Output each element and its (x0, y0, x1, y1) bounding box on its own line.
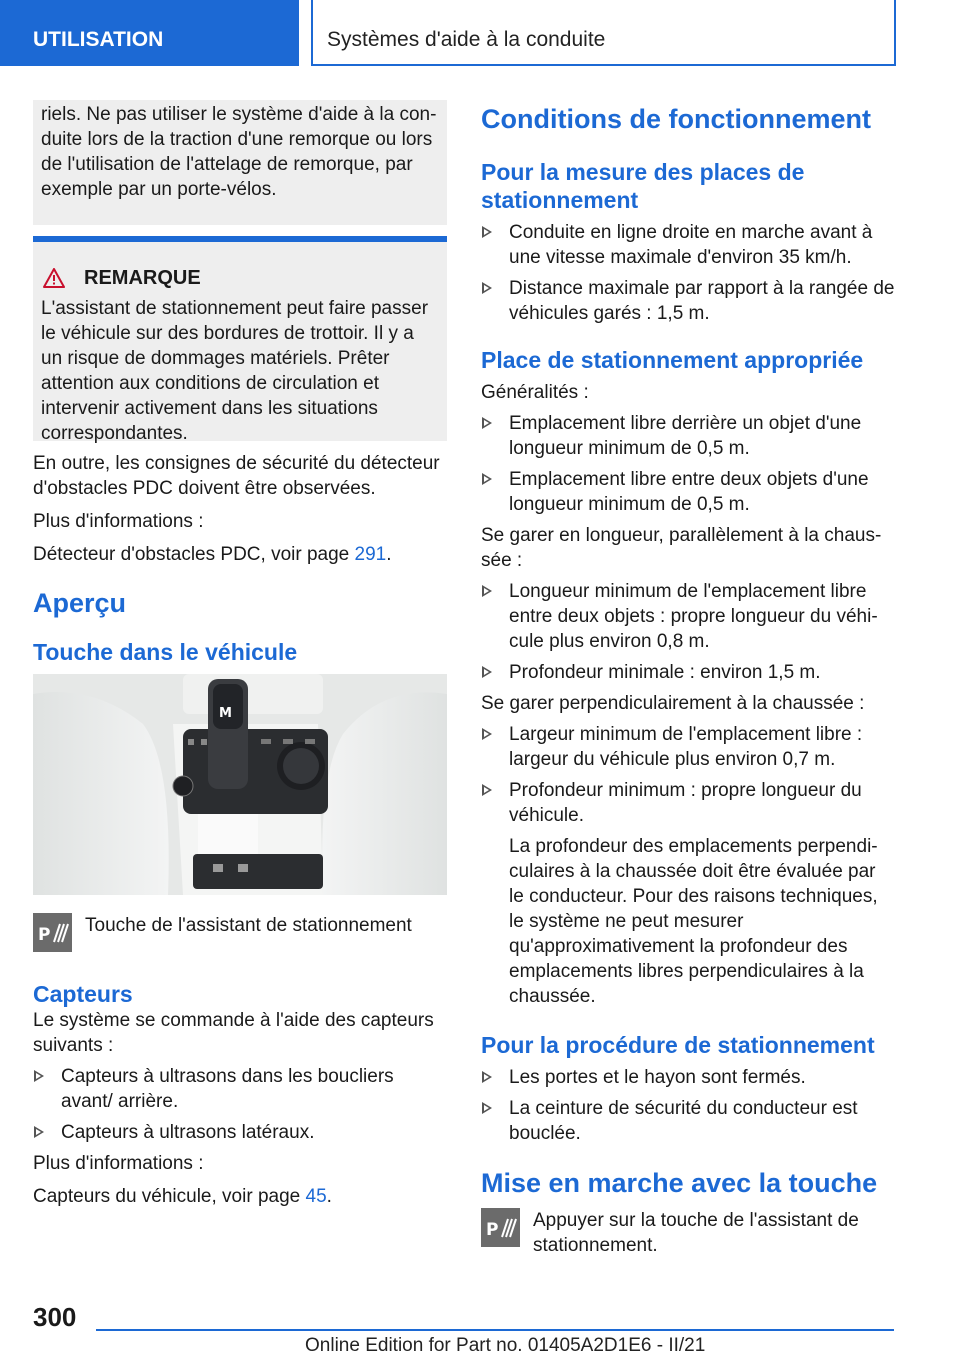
bullet-triangle-icon (34, 1070, 44, 1082)
parking-assistant-icon (481, 1208, 520, 1247)
longueur-intro: Se garer en longueur, parallèlement à la chaussée : (481, 525, 882, 571)
list-item: Profondeur minimum : propre longueur du véhicule. (481, 778, 895, 828)
bullet-triangle-icon (482, 784, 492, 796)
warning-continuation-text: riels. Ne pas utiliser le système d'aide à la conduite lors de la traction d'une remorque ou lors de l'utilisation de l'attelage de remorque, par exemple par un porte-vélos. (41, 104, 437, 200)
mesure-list (481, 220, 895, 326)
page-link-291[interactable]: 291 (354, 544, 387, 565)
list-item: Capteurs à ultrasons dans les boucliers avant/ arrière. (33, 1064, 447, 1114)
bullet-triangle-icon (482, 282, 492, 294)
heading-mise: Mise en marche avec la touche (481, 1168, 878, 1198)
capteurs-reference-end: . (326, 1186, 332, 1207)
image-caption: Touche de l'assistant de stationnement (85, 915, 412, 936)
perp-intro: Se garer perpendiculairement à la chaussée : (481, 693, 865, 714)
capteurs-intro: Le système se commande à l'aide des capteurs suivants : (33, 1010, 434, 1056)
bullet-triangle-icon (482, 728, 492, 740)
bullet-triangle-icon (482, 473, 492, 485)
generalites-list (481, 411, 895, 517)
heading-conditions: Conditions de fonctionnement (481, 104, 871, 134)
section-title: UTILISATION (33, 28, 164, 51)
parking-assistant-caption (33, 913, 447, 952)
pdc-safety-text: En outre, les consignes de sécurité du détecteur d'obstacles PDC doivent être observées. (33, 453, 440, 499)
pdc-reference-text: Détecteur d'obstacles PDC, voir page (33, 544, 355, 565)
list-item: Emplacement libre entre deux objets d'une longueur minimum de 0,5 m. (481, 467, 895, 517)
right-column (481, 100, 895, 1258)
bullet-triangle-icon (482, 417, 492, 429)
heading-mesure: Pour la mesure des places de stationnement (481, 159, 805, 213)
bullet-triangle-icon (482, 1071, 492, 1083)
note-title: REMARQUE (84, 267, 201, 289)
pdc-reference (33, 542, 447, 567)
bullet-triangle-icon (482, 585, 492, 597)
bullet-triangle-icon (482, 226, 492, 238)
page-number: 300 (33, 1302, 77, 1332)
chapter-title: Systèmes d'aide à la conduite (327, 28, 606, 51)
warning-triangle-icon (43, 268, 65, 288)
section-tab (0, 0, 299, 66)
list-item: Largeur minimum de l'emplacement libre : largeur du véhicule plus environ 0,7 m. (481, 722, 895, 772)
more-info-label: Plus d'informations : (33, 511, 204, 532)
capteurs-reference (33, 1184, 447, 1209)
heading-touche: Touche dans le véhicule (33, 639, 298, 665)
list-item: Les portes et le hayon sont fermés. (481, 1065, 895, 1090)
center-console-image (33, 674, 447, 895)
pdc-reference-end: . (386, 544, 392, 565)
footer-divider (96, 1329, 894, 1331)
bullet-triangle-icon (482, 666, 492, 678)
list-item: Emplacement libre derrière un objet d'une longueur minimum de 0,5 m. (481, 411, 895, 461)
heading-procedure: Pour la procédure de stationnement (481, 1032, 875, 1058)
capteurs-list (33, 1064, 447, 1145)
list-item: Longueur minimum de l'emplacement libre entre deux objets : propre longueur du véhicule plus environ 0,8 m. (481, 579, 895, 654)
bullet-triangle-icon (482, 1102, 492, 1114)
note-box (33, 236, 447, 444)
generalites-label: Généralités : (481, 382, 589, 403)
heading-place: Place de stationnement appropriée (481, 347, 864, 373)
perp-list (481, 722, 895, 828)
heading-capteurs: Capteurs (33, 981, 133, 1007)
bullet-triangle-icon (34, 1126, 44, 1138)
procedure-list (481, 1065, 895, 1146)
continued-warning-box (33, 100, 447, 225)
page-link-45[interactable]: 45 (305, 1186, 327, 1207)
list-item: Capteurs à ultrasons latéraux. (33, 1120, 447, 1145)
mise-en-marche (481, 1208, 895, 1258)
perp-note: La profondeur des emplacements perpendiculaires à la chaussée doit être évaluée par le conducteur. Pour des raisons techniques, le système ne peut mesurer qu'approximativement la profondeur des emplacements libres perpendiculaires à la chaussée. (509, 836, 878, 1007)
list-item: Profondeur minimale : environ 1,5 m. (481, 660, 895, 685)
list-item: Conduite en ligne droite en marche avant à une vitesse maximale d'environ 35 km/h. (481, 220, 895, 270)
center-console-illustration (33, 674, 447, 895)
svg-text:P: P (486, 1220, 499, 1240)
left-column (33, 100, 447, 1209)
note-text: L'assistant de stationnement peut faire passer le véhicule sur des bordures de trottoir. Il y a un risque de dommages matériels. Prêter attention aux conditions de circulation et intervenir activement dans les situations correspondantes. (41, 298, 429, 444)
chapter-header (311, 0, 896, 66)
list-item: La ceinture de sécurité du conducteur est bouclée. (481, 1096, 895, 1146)
list-item: Distance maximale par rapport à la rangée de véhicules garés : 1,5 m. (481, 276, 895, 326)
note-heading (43, 264, 439, 292)
capteurs-reference-text: Capteurs du véhicule, voir page (33, 1186, 306, 1207)
heading-apercu: Aperçu (33, 588, 127, 618)
m-logo: M (219, 706, 232, 721)
footer-edition: Online Edition for Part no. 01405A2D1E6 - II/21 (305, 1335, 706, 1356)
mise-text: Appuyer sur la touche de l'assistant de stationnement. (533, 1210, 859, 1256)
longueur-list (481, 579, 895, 685)
parking-assistant-icon (33, 913, 72, 952)
svg-text:P: P (38, 925, 51, 945)
more-info-label: Plus d'informations : (33, 1153, 204, 1174)
